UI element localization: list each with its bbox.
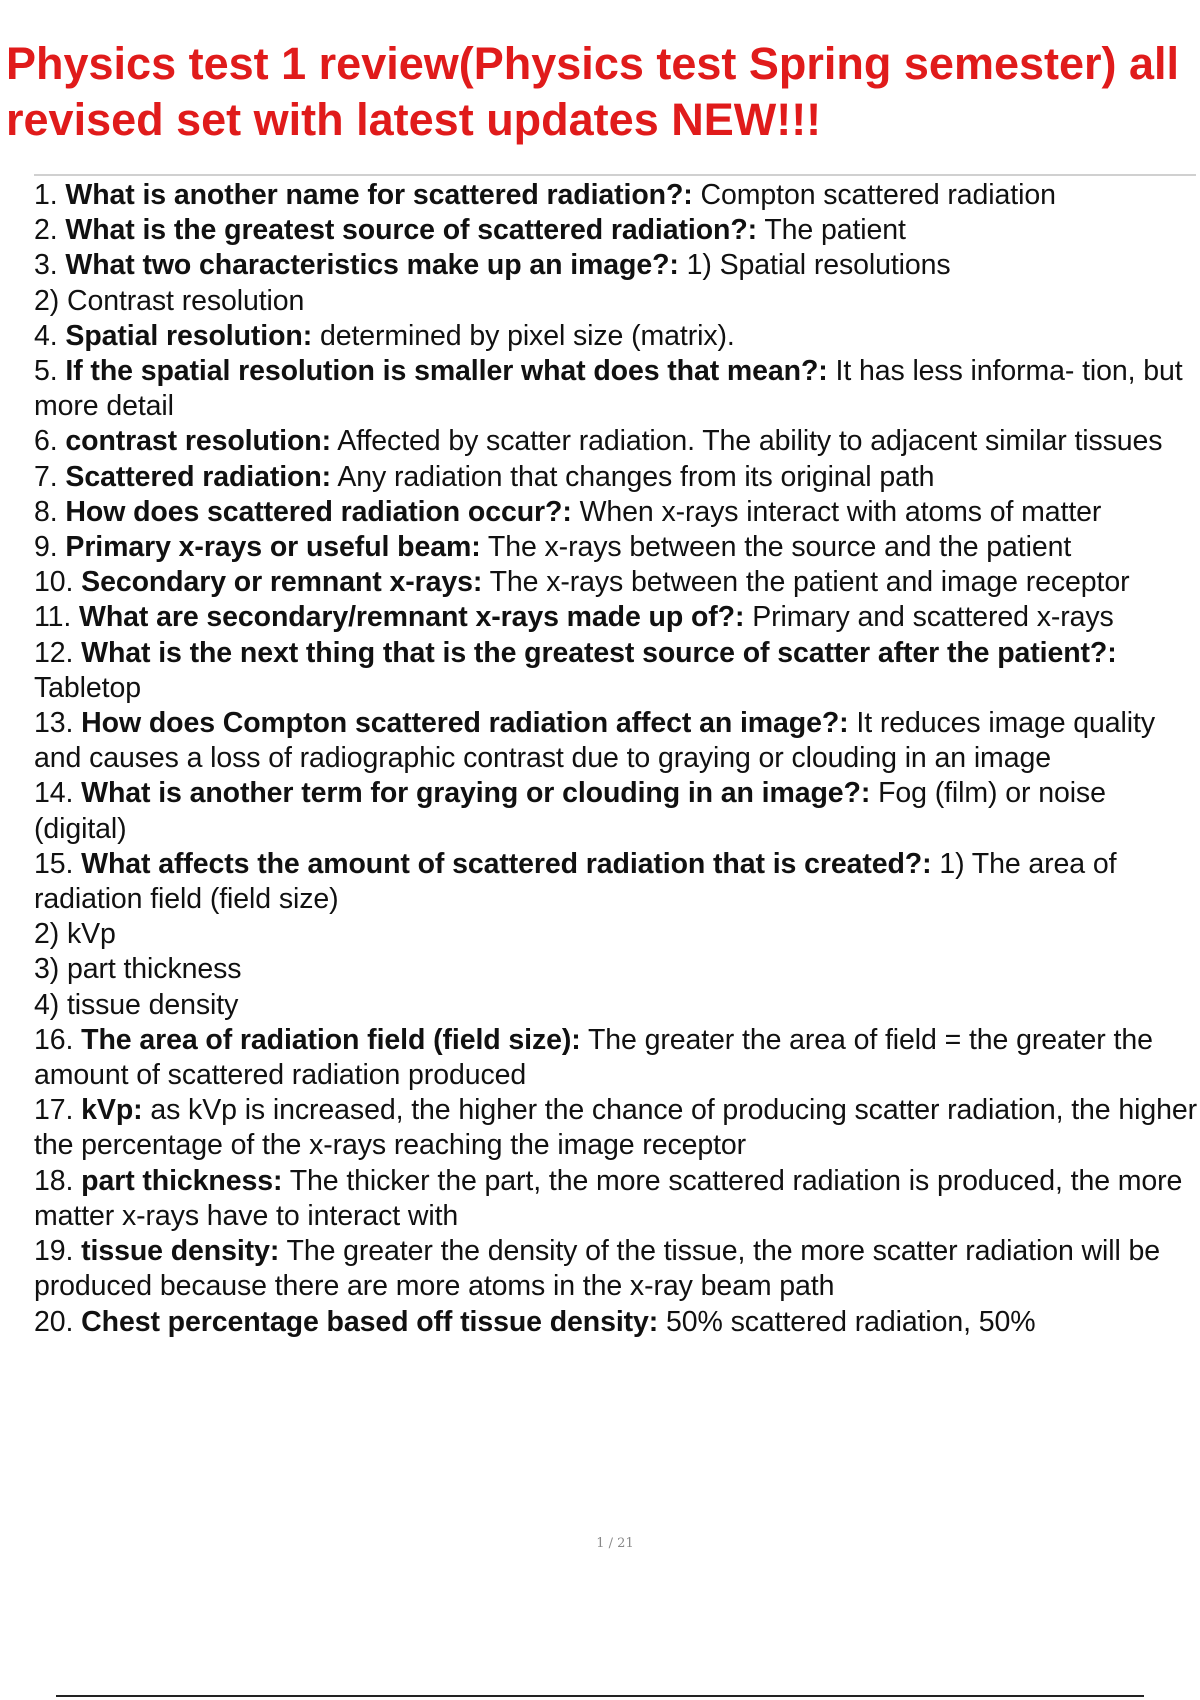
qa-item [34, 776, 1200, 846]
answer-text: When x-rays interact with atoms of matter [579, 495, 1102, 528]
question-text: The area of radiation field (field size): [81, 1023, 581, 1056]
item-number: 14. [34, 777, 74, 810]
question-text: What is the greatest source of scattered radiation?: [65, 214, 758, 247]
qa-item [34, 178, 1200, 213]
footer-divider [56, 1695, 1144, 1697]
question-text: What is another term for graying or clouding in an image?: [81, 777, 871, 810]
answer-text: The patient [764, 214, 906, 247]
answer-text: as kVp is increased, the higher the chance of producing scatter radiation, the higher the percentage of the x-rays reaching the image receptor [34, 1094, 1197, 1162]
question-text: Secondary or remnant x-rays: [81, 566, 483, 599]
answer-text: Tabletop [34, 671, 141, 704]
answer-continuation: 3) part thickness [34, 953, 242, 986]
item-number: 18. [34, 1164, 74, 1197]
question-text: kVp: [81, 1094, 143, 1127]
question-text: What two characteristics make up an image?: [65, 249, 679, 282]
question-text: If the spatial resolution is smaller what does that mean?: [65, 355, 828, 388]
item-number: 6. [34, 425, 58, 458]
question-text: contrast resolution: [65, 425, 332, 458]
answer-text: The thicker the part, the more scattered radiation is produced, the more matter x-rays have to interact with [34, 1164, 1183, 1232]
answer-text: 1) Spatial resolutions [686, 249, 951, 282]
answer-text: It reduces image quality and causes a loss of radiographic contrast due to graying or clouding in an image [34, 707, 1155, 775]
item-number: 12. [34, 636, 74, 669]
qa-item [34, 600, 1200, 635]
answer-text: determined by pixel size (matrix). [319, 319, 735, 352]
qa-item [34, 847, 1200, 1023]
item-number: 20. [34, 1305, 74, 1338]
question-text: Primary x-rays or useful beam: [65, 531, 481, 564]
answer-text: The x-rays between the source and the patient [487, 531, 1072, 564]
item-number: 3. [34, 249, 58, 282]
qa-item [34, 248, 1200, 318]
item-number: 11. [34, 601, 72, 634]
answer-text: The x-rays between the patient and image receptor [489, 566, 1130, 599]
question-text: What are secondary/remnant x-rays made up of?: [79, 601, 745, 634]
qa-item [34, 1305, 1200, 1340]
answer-text: 50% scattered radiation, 50% [666, 1305, 1036, 1338]
qa-item [34, 354, 1200, 424]
item-number: 5. [34, 355, 58, 388]
page-number: 1 / 21 [596, 1536, 634, 1551]
qa-item [34, 1093, 1200, 1163]
item-number: 1. [34, 179, 58, 211]
question-text: What is another name for scattered radiation?: [65, 179, 693, 211]
qa-item [34, 565, 1200, 600]
item-number: 4. [34, 319, 58, 352]
answer-text: Primary and scattered x-rays [752, 601, 1114, 634]
qa-item [34, 706, 1200, 776]
question-text: Scattered radiation: [65, 460, 332, 493]
item-number: 2. [34, 214, 58, 247]
answer-text: Affected by scatter radiation. The ability to adjacent similar tissues [337, 425, 1163, 458]
qa-item [34, 530, 1200, 565]
qa-item [34, 460, 1200, 495]
qa-item [34, 319, 1200, 354]
item-number: 9. [34, 531, 58, 564]
item-number: 19. [34, 1235, 74, 1268]
item-number: 10. [34, 566, 74, 599]
qa-item [34, 424, 1200, 459]
answer-text: It has less informa- tion, but more detail [34, 355, 1183, 423]
title-divider [34, 174, 1196, 176]
item-number: 15. [34, 847, 74, 880]
qa-item [34, 1023, 1200, 1093]
answer-text: 1) The area of radiation field (field size) [34, 847, 1117, 916]
question-text: What is the next thing that is the greatest source of scatter after the patient?: [81, 636, 1117, 669]
qa-item [34, 1164, 1200, 1234]
answer-text: Any radiation that changes from its original path [337, 460, 935, 493]
answer-continuation: 4) tissue density [34, 988, 239, 1021]
question-text: How does Compton scattered radiation affect an image?: [81, 707, 849, 740]
answer-continuation: 2) kVp [34, 918, 116, 951]
question-text: part thickness: [81, 1164, 283, 1197]
answer-text: The greater the area of field = the greater the amount of scattered radiation produced [34, 1023, 1153, 1092]
item-number: 17. [34, 1094, 74, 1127]
item-number: 7. [34, 460, 58, 493]
item-number: 13. [34, 707, 74, 740]
answer-continuation: 2) Contrast resolution [34, 284, 305, 317]
question-text: tissue density: [81, 1235, 280, 1268]
qa-item [34, 636, 1200, 706]
qa-item [34, 1234, 1200, 1304]
answer-text: The greater the density of the tissue, the more scatter radiation will be produced because there are more atoms in the x-ray beam path [34, 1235, 1161, 1303]
answer-text: Compton scattered radiation [700, 179, 1056, 211]
question-answer-list [34, 178, 1200, 1340]
question-text: Spatial resolution: [65, 319, 313, 352]
qa-item [34, 495, 1200, 530]
item-number: 16. [34, 1023, 74, 1056]
question-text: Chest percentage based off tissue density: [81, 1305, 659, 1338]
item-number: 8. [34, 495, 58, 528]
document-title: Physics test 1 review(Physics test Spring semester) all revised set with latest updates NEW!!! [6, 38, 1180, 145]
qa-item [34, 213, 1200, 248]
question-text: How does scattered radiation occur?: [65, 495, 572, 528]
question-text: What affects the amount of scattered radiation that is created?: [81, 847, 932, 880]
answer-text: Fog (film) or noise (digital) [34, 777, 1106, 845]
